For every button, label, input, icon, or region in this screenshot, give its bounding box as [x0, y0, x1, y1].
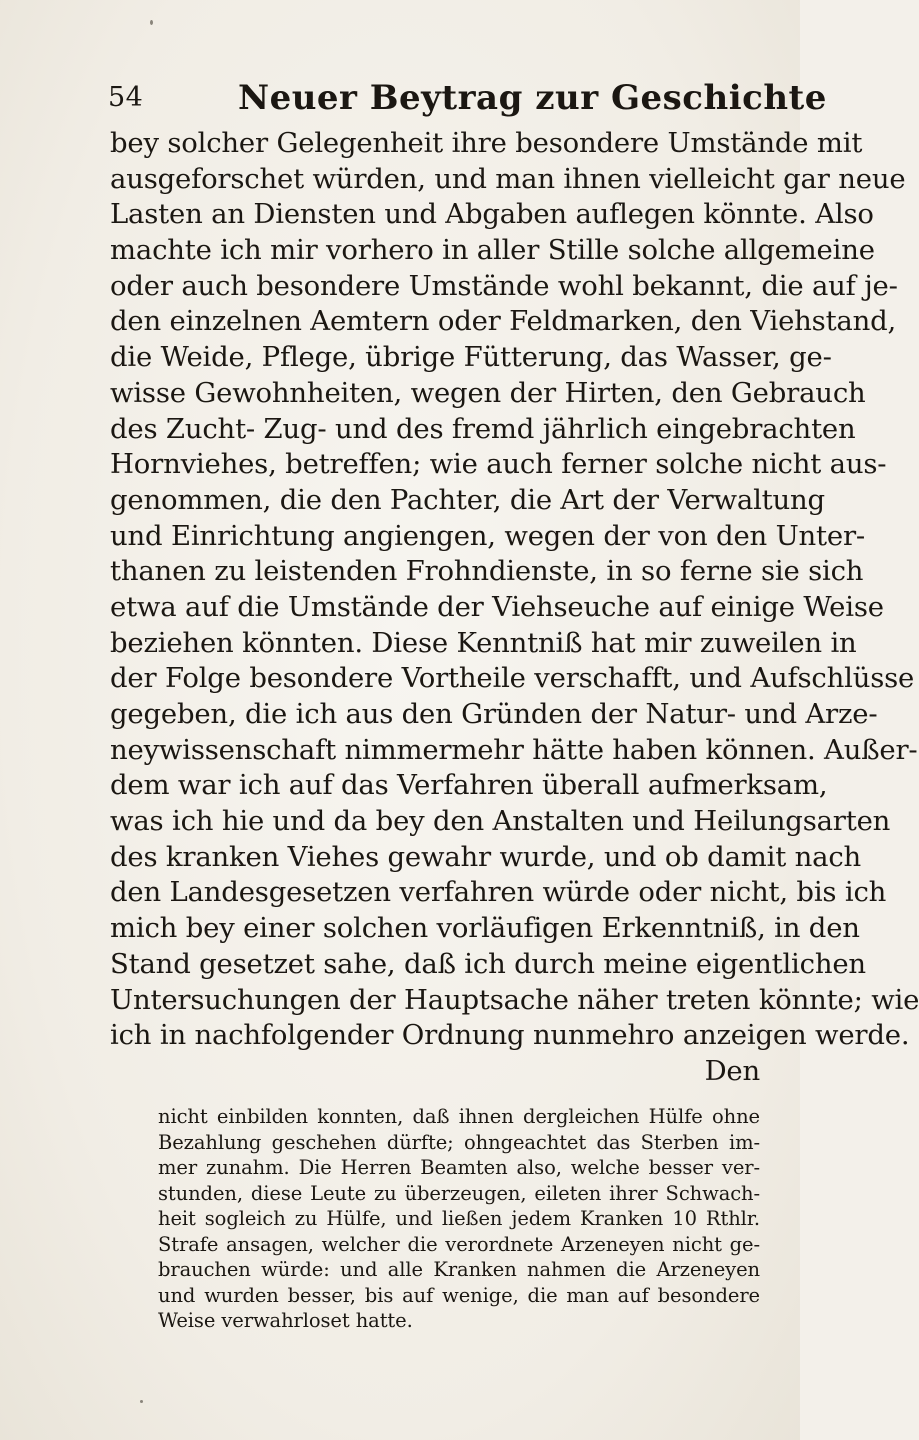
- text-line: Lasten an Diensten und Abgaben auflegen könnte. Also: [110, 198, 874, 231]
- text-line: Hornviehes, betreffen; wie auch ferner solche nicht aus-: [110, 448, 887, 481]
- text-line: bey solcher Gelegenheit ihre besondere Umstände mit: [110, 127, 863, 159]
- text-line: des Zucht- Zug- und des fremd jährlich eingebrachten: [110, 412, 856, 445]
- text-line: Untersuchungen der Hauptsache näher treten könnte; wie: [110, 983, 919, 1016]
- page-header: [108, 78, 827, 122]
- footnote-line: Weise verwahrloset hatte.: [158, 1309, 413, 1332]
- main-text: [110, 126, 919, 1090]
- footnote-line: heit sogleich zu Hülfe, und ließen jedem Kranken 10 Rthlr.: [158, 1207, 760, 1230]
- text-line: den einzelnen Aemtern oder Feldmarken, den Viehstand,: [110, 305, 897, 338]
- text-line: der Folge besondere Vortheile verschafft, und Aufschlüsse: [110, 662, 915, 695]
- footnote-line: Strafe ansagen, welcher die verordnete Arzeneyen nicht ge-: [158, 1232, 760, 1256]
- text-line: etwa auf die Umstände der Viehseuche auf einige Weise: [110, 590, 884, 623]
- text-line: mich bey einer solchen vorläufigen Erkenntniß, in den: [110, 912, 860, 945]
- footnote-line: brauchen würde: und alle Kranken nahmen die Arzeneyen: [158, 1258, 760, 1281]
- text-line: beziehen könnten. Diese Kenntniß hat mir zuweilen in: [110, 626, 857, 659]
- text-line: den Landesgesetzen verfahren würde oder nicht, bis ich: [110, 876, 887, 909]
- text-line: und Einrichtung angiengen, wegen der von den Unter-: [110, 519, 866, 552]
- footnote-line: stunden, diese Leute zu überzeugen, eileten ihrer Schwach-: [158, 1181, 760, 1205]
- text-line: neywissenschaft nimmermehr hätte haben können. Außer-: [110, 733, 918, 766]
- text-line: ausgeforschet würden, und man ihnen vielleicht gar neue: [110, 162, 906, 195]
- text-line: wisse Gewohnheiten, wegen der Hirten, den Gebrauch: [110, 376, 866, 409]
- text-line: thanen zu leistenden Frohndienste, in so ferne sie sich: [110, 555, 864, 588]
- paper-speck: [150, 20, 153, 25]
- text-line: gegeben, die ich aus den Gründen der Natur- und Arze-: [110, 698, 878, 730]
- text-line: des kranken Viehes gewahr wurde, und ob damit nach: [110, 840, 862, 873]
- text-line: Stand gesetzet sahe, daß ich durch meine eigentlichen: [110, 947, 866, 980]
- text-line: machte ich mir vorhero in aller Stille solche allgemeine: [110, 234, 875, 267]
- paper-speck: [140, 1400, 143, 1403]
- footnote-line: Bezahlung geschehen dürfte; ohngeachtet das Sterben im-: [158, 1130, 760, 1154]
- text-line: ich in nachfolgender Ordnung nunmehro anzeigen werde.: [110, 1019, 910, 1052]
- footnote-line: und wurden besser, bis auf wenige, die man auf besondere: [158, 1283, 760, 1307]
- footnote-line: mer zunahm. Die Herren Beamten also, welche besser ver-: [158, 1156, 760, 1179]
- text-line: dem war ich auf das Verfahren überall aufmerksam,: [110, 769, 828, 802]
- footnote-line: nicht einbilden konnten, daß ihnen dergleichen Hülfe ohne: [158, 1105, 760, 1128]
- footnote: [158, 1104, 760, 1334]
- text-line: genommen, die den Pachter, die Art der Verwaltung: [110, 483, 825, 516]
- page-number: 54: [108, 82, 144, 113]
- text-line: oder auch besondere Umstände wohl bekannt, die auf je-: [110, 269, 898, 302]
- text-line: was ich hie und da bey den Anstalten und Heilungsarten: [110, 805, 891, 838]
- text-line: die Weide, Pflege, übrige Fütterung, das Wasser, ge-: [110, 341, 832, 374]
- running-title: Neuer Beytrag zur Geschichte: [238, 78, 827, 118]
- catchword: Den: [704, 1054, 760, 1087]
